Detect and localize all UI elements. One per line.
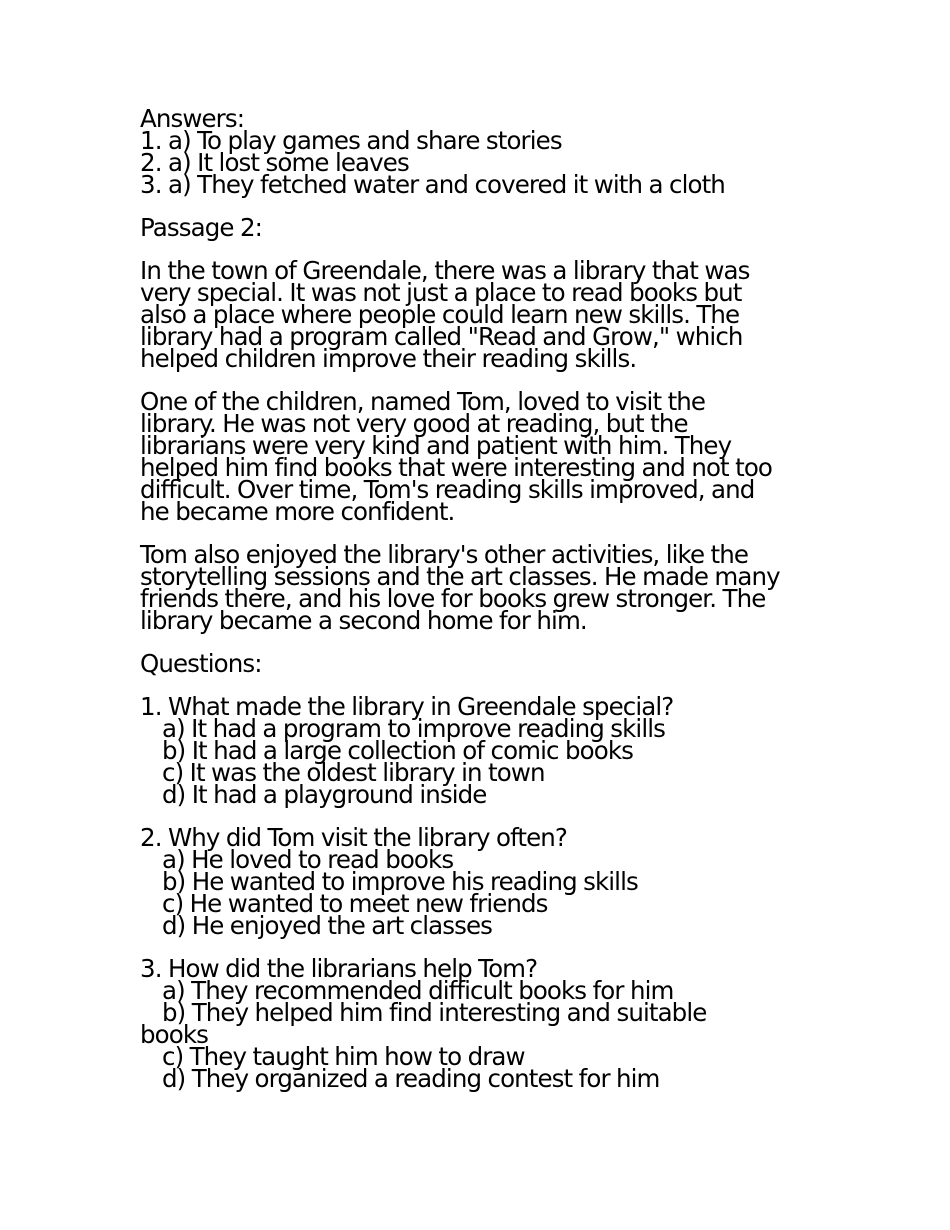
passage-line: helped children improve their reading skills.	[140, 344, 637, 373]
passage-heading-block	[140, 213, 820, 242]
question-option: b) He wanted to improve his reading skills	[162, 867, 638, 896]
answers-section	[140, 104, 820, 199]
question-option: d) He enjoyed the art classes	[162, 911, 493, 940]
question-1	[140, 692, 820, 809]
passage-line: storytelling sessions and the art classes. He made many	[140, 562, 780, 591]
question-option: d) It had a playground inside	[162, 780, 487, 809]
passage-heading: Passage 2:	[140, 213, 262, 242]
passage-paragraph-1	[140, 256, 820, 373]
passage-line: library had a program called "Read and Grow," which	[140, 322, 743, 351]
answers-heading: Answers:	[140, 104, 245, 133]
passage-line: In the town of Greendale, there was a library that was	[140, 256, 750, 285]
passage-line: One of the children, named Tom, loved to visit the	[140, 387, 706, 416]
passage-line: difficult. Over time, Tom's reading skills improved, and	[140, 475, 755, 504]
passage-line: library. He was not very good at reading, but the	[140, 409, 688, 438]
question-option: c) They taught him how to draw	[162, 1042, 525, 1071]
passage-line: helped him find books that were interesting and not too	[140, 453, 773, 482]
question-text: 2. Why did Tom visit the library often?	[140, 823, 568, 852]
passage-line: he became more confident.	[140, 497, 455, 526]
question-option: d) They organized a reading contest for him	[162, 1064, 660, 1093]
answer-line: 3. a) They fetched water and covered it with a cloth	[140, 170, 725, 199]
passage-line: friends there, and his love for books grew stronger. The	[140, 584, 766, 613]
passage-line: librarians were very kind and patient with him. They	[140, 431, 732, 460]
passage-line: also a place where people could learn new skills. The	[140, 300, 740, 329]
document-page	[140, 104, 820, 1093]
question-option: a) He loved to read books	[162, 845, 454, 874]
passage-line: very special. It was not just a place to read books but	[140, 278, 742, 307]
answer-line: 2. a) It lost some leaves	[140, 148, 409, 177]
question-text: 3. How did the librarians help Tom?	[140, 954, 538, 983]
question-option: a) It had a program to improve reading skills	[162, 714, 666, 743]
answer-line: 1. a) To play games and share stories	[140, 126, 562, 155]
passage-paragraph-3	[140, 540, 820, 635]
question-3	[140, 954, 820, 1093]
question-option-continuation: books	[140, 1020, 208, 1049]
question-option: a) They recommended difficult books for him	[162, 976, 674, 1005]
question-text: 1. What made the library in Greendale special?	[140, 692, 674, 721]
question-option: b) It had a large collection of comic books	[162, 736, 633, 765]
question-2	[140, 823, 820, 940]
questions-heading-block	[140, 649, 820, 678]
question-option: b) They helped him find interesting and suitable	[162, 998, 707, 1027]
questions-heading: Questions:	[140, 649, 262, 678]
passage-line: Tom also enjoyed the library's other activities, like the	[140, 540, 749, 569]
passage-paragraph-2	[140, 387, 820, 526]
passage-line: library became a second home for him.	[140, 606, 587, 635]
question-option: c) He wanted to meet new friends	[162, 889, 548, 918]
question-option: c) It was the oldest library in town	[162, 758, 545, 787]
